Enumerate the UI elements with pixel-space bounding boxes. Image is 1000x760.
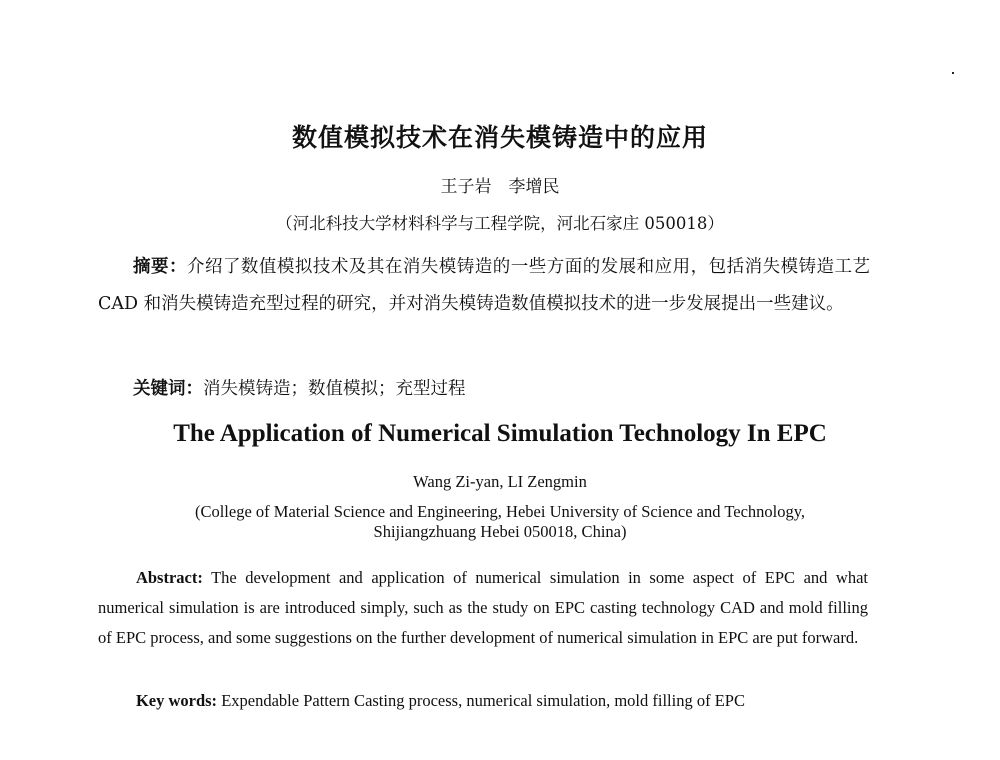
english-keywords-text: Expendable Pattern Casting process, numerical simulation, mold filling of EPC: [217, 691, 745, 710]
chinese-affiliation: （河北科技大学材料科学与工程学院，河北石家庄 050018）: [276, 214, 724, 233]
english-affiliation: [0, 502, 1000, 542]
english-keywords-label: Key words:: [135, 691, 218, 710]
english-affiliation-line2: Shijiangzhuang Hebei 050018, China): [373, 522, 627, 541]
chinese-abstract-label: 摘要：: [133, 257, 187, 277]
chinese-keywords: [98, 371, 870, 408]
english-abstract-text: The development and application of numerical simulation in some aspect of EPC and what numerical simulation is are introduced simply, such as the study on EPC casting technology CAD and mold filling of EPC process, and some suggestions on the further development of numerical simulation in EPC are put forward.: [98, 568, 868, 647]
english-affiliation-line1: (College of Material Science and Engineering, Hebei University of Science and Technology,: [194, 502, 806, 521]
chinese-title: 数值模拟技术在消失模铸造中的应用: [291, 123, 708, 152]
chinese-abstract: [98, 249, 870, 323]
scan-speck: [952, 72, 954, 74]
english-title: The Application of Numerical Simulation Technology In EPC: [173, 420, 827, 447]
english-authors: Wang Zi-yan, LI Zengmin: [413, 472, 587, 491]
chinese-keywords-text: 消失模铸造；数值模拟；充型过程: [203, 379, 466, 399]
chinese-keywords-label: 关键词：: [133, 379, 203, 399]
chinese-abstract-text: 介绍了数值模拟技术及其在消失模铸造的一些方面的发展和应用，包括消失模铸造工艺 CAD 和消失模铸造充型过程的研究，并对消失模铸造数值模拟技术的进一步发展提出一些建议。: [98, 257, 871, 314]
english-abstract: [98, 563, 868, 653]
english-keywords: [98, 686, 868, 716]
english-abstract-label: Abstract:: [135, 568, 203, 587]
chinese-authors: 王子岩 李增民: [440, 177, 560, 197]
